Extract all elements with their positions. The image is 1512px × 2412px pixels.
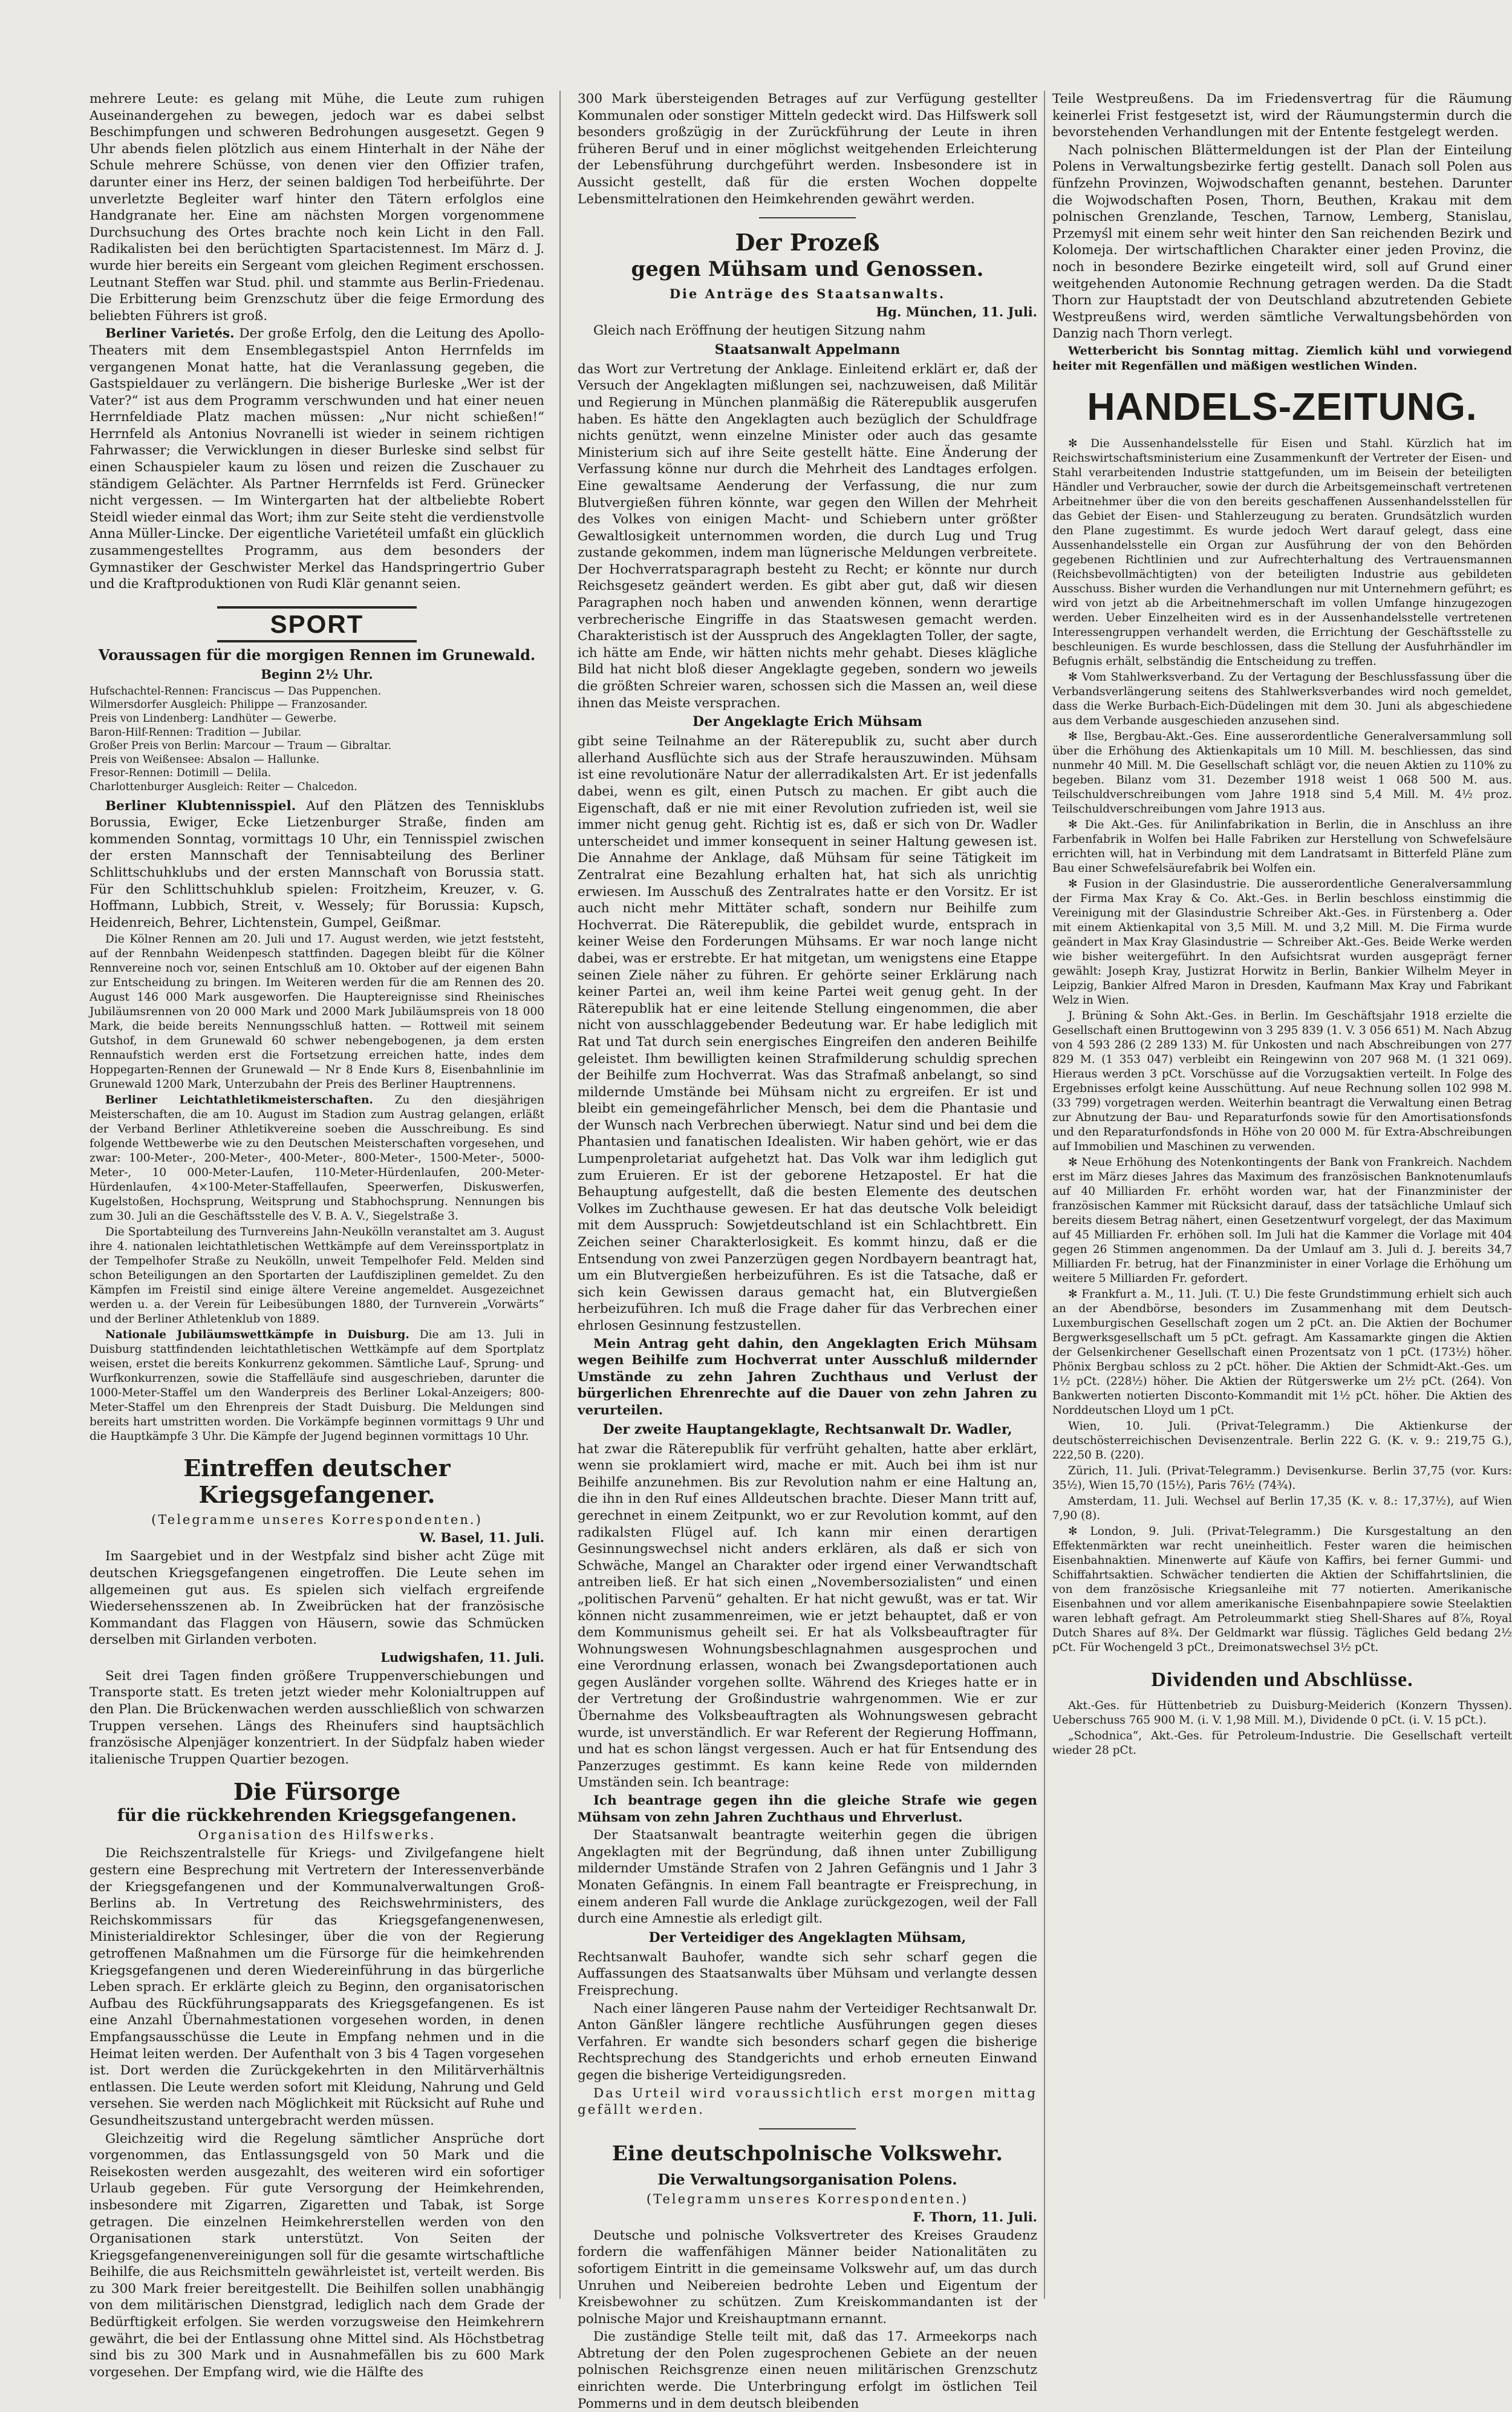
article-paragraph	[90, 1093, 544, 1224]
divider	[759, 217, 856, 218]
article-text: Die Reichszentralstelle für Kriegs- und Zivilgefangene hielt gestern eine Besprechung mit Vertretern der Interessenverbände der Kriegsgefangenen und der Kommunalverwaltungen Groß-Berlins ab. In Vertretung des Reichswehrministers, des Reichskommissars für das Kriegsgefangenenwesen, Ministerialdirektor Schlesinger, über die von der Regierung getroffenen Maßnahmen um die Fürsorge für die heimkehrenden Kriegsgefangenen und deren Wiedereinführung in das bürgerliche Leben sprach. Er erklärte gleich zu Beginn, den organisatorischen Aufbau des Rückführungsapparats des Kriegsgefangenen. Es ist eine Anzahl Übernahmestationen vorgesehen worden, in denen Empfangsausschüsse die Leute in Empfang nehmen und in die Heimat leiten werden. Der Aufenthalt von 3 bis 4 Tagen vorgesehen ist. Dort werden die Zurückgekehrten in den Militärverhältnis entlassen. Die Leute werden sofort mit Kleidung, Nahrung und Geld versehen. Sie werden nach Möglichkeit mit Rücksicht auf Ruhe und Gesundheitszustand untergebracht werden müssen.	[90, 1846, 544, 2128]
article-text: Gleichzeitig wird die Regelung sämtlicher Ansprüche dort vorgenommen, das Entlassungsgeld von 50 Mark und die Reisekosten werden ausgezahlt, des weiteren wird ein sofortiger Urlaub gegeben. Für gute Versorgung der Heimkehrenden, insbesondere mit Zigarren, Zigaretten und Tabak, ist Sorge getragen. Die einzelnen Heimkehrerstellen werden von den Organisationen stark unterstützt. Von Seiten der Kriegsgefangenenvereinigungen soll für die gesamte wirtschaftliche Beihilfe, die aus Reichsmitteln gewährleistet ist, verteilt werden. Bis zu 300 Mark freier bereitgestellt. Die Beihilfen sollen unabhängig von dem militärischen Dienstgrad, lediglich nach dem Grade der Bedürftigkeit erfolgen. Sie werden vorzugsweise den Heimkehrern gewährt, die bei der Entlassung ohne Mittel sind. Als Höchstbetrag sind bis zu 300 Mark und in Ausnahmefällen bis zu 600 Mark vorgesehen. Der Empfang wird, wie die Hälfte des	[90, 2131, 544, 2380]
article-text: Der große Erfolg, den die Leitung des Apollo-Theaters mit dem Ensemblegastspiel Anton Herrnfelds im vergangenen Monat hatte, hat die Veranlassung gegeben, die Gastspieldauer zu verlängern. Die bisherige Burleske „Wer ist der Vater?“ ist aus dem Programm verschwunden und hat einer neuen Herrnfeldiade Platz machen müssen: „Nur nicht schießen!“ Herrnfeld als Antonius Novranelli ist wieder in seinem richtigen Fahrwasser; die Verwicklungen in dieser Burleske sind selbst für einen Schauspieler kaum zu lösen und reizen die Zuschauer zu ständigem Gelächter. Als Partner Herrnfelds ist Ferd. Grünecker nicht vergessen. — Im Wintergarten hat der altbeliebte Robert Steidl wieder einmal das Wort; ihm zur Seite steht die verdienstvolle Anna Müller-Lincke. Der eigentliche Varietéteil umfaßt ein glücklich zusammengestelltes Programm, aus dem besonders der Gymnastiker der Geschwister Merkel das Handspringertrio Guber und die Kraftproduktionen von Rudi Klär genannt seien.	[90, 326, 544, 592]
headline: Eine deutschpolnische Volkswehr.	[611, 2141, 1003, 2166]
article-lead: Berliner Leichtathletikmeisterschaften.	[105, 1094, 373, 1107]
section-heading-dividends: Dividenden und Abschlüsse.	[1151, 1668, 1413, 1691]
article-text: Nach polnischen Blättermeldungen ist der Plan der Einteilung Polens in Verwaltungsbezirke fertig gestellt. Danach soll Polen aus fünfzehn Provinzen, Wojwodschaften genannt, bestehen. Darunter die Wojwodschaften Posen, Thorn, Beuthen, Krakau mit dem polnischen Grenzlande, Teschen, Tarnow, Lemberg, Stanislau, Przemyśl mit einem sehr weit hinter den San reichenden Bezirk und Kolomeja. Der wirtschaftlichen Charakter einer jeden Provinz, die noch in besondere Bezirke eingeteilt wird, soll auf Grund einer weitgehenden Autonomie Rechnung getragen werden. Da die Stadt Thorn zur Hauptstadt der von Deutschland abzutretenden Gebiete Westpreußens wird, werden sämtliche Verwaltungsbehörden von Danzig nach Thorn verlegt.	[1052, 142, 1512, 342]
article-text: Seit drei Tagen finden größere Truppenverschiebungen und Transporte statt. Es treten jetzt wieder mehr Kolonialtruppen auf den Plan. Die Brückenwachen werden ausschließlich von schwarzen Truppen versehen. Längs des Rheinufers sind hauptsächlich französische Alpenjäger konzentriert. In der Südpfalz haben wieder italienische Truppen Quartier bezogen.	[90, 1668, 544, 1767]
article-text: Die am 13. Juli in Duisburg stattfindenden leichtathletischen Wettkämpfe auf dem Sportplatz weisen, erstet die bereits Konkurrenz gekommen. Sämtliche Lauf-, Sprung- und Wurfkonkurrenzen, sowie die Staffelläufe sind ausgeschrieben, darunter die 1000-Meter-Staffel um den Wanderpreis des Berliner Lokal-Anzeigers; 800-Meter-Staffel um den Ehrenpreis der Stadt Duisburg. Die Meldungen sind bereits hart umstritten worden. Die Vorkämpfe beginnen vormittags 9 Uhr und die Hauptkämpfe 3 Uhr. Die Kämpfe der Jugend beginnen vormittags 10 Uhr.	[90, 1329, 544, 1443]
article-lead: Berliner Klubtennisspiel.	[105, 798, 296, 814]
race-subheading: Beginn 2½ Uhr.	[261, 666, 373, 682]
column-rule	[559, 91, 561, 2299]
article-text: Zu den diesjährigen Meisterschaften, die am 10. August im Stadion zum Austrag gelangen, erläßt der Verband Berliner Athletikvereine soeben die Ausschreibung. Es sind folgende Wettbewerbe wie zu den Deutschen Meisterschaften vorgesehen, und zwar: 100-Meter-, 200-Meter-, 400-Meter-, 800-Meter-, 1500-Meter-, 5000-Meter-, 10 000-Meter-Laufen, 110-Meter-Hürdenlaufen, 200-Meter-Hürdenlaufen, 4×100-Meter-Staffellaufen, Speerwerfen, Diskuswerfen, Kugelstoßen, Hochsprung, Weitsprung und Stabhochsprung. Nennungen bis zum 30. Juli an die Geschäftsstelle des V. B. A. V., Siegelstraße 3.	[90, 1094, 544, 1223]
list-item: Hufschachtel-Rennen: Franciscus — Das Puppenchen.	[90, 685, 382, 698]
article-text: J. Brüning & Sohn Akt.-Ges. in Berlin. Im Geschäftsjahr 1918 erzielte die Gesellschaft einen Bruttogewinn von 3 295 839 (1. V. 3 056 651) M. Nach Abzug von 4 593 286 (2 289 133) M. für Unkosten und nach Abschreibungen von 277 829 M. (1 353 047) verbleibt ein Reingewinn von 207 968 M. (1 321 069). Hieraus werden 3 pCt. Vorschüsse auf die Vorzugsaktien verteilt. In Folge des Ergebnisses erfolgt keine Ausschüttung. Auf neue Rechnung sollen 102 998 M. (33 799) vorgetragen werden. Weiterhin beantragt die Verwaltung einen Betrag zur Abnutzung der Bau- und Reparaturfonds sowie für den Amortisationsfonds und den Reparaturfondsfonds in Höhe von 20 000 M. für Extra-Abschreibungen auf Immobilien und Maschinen zu verwenden.	[1052, 1009, 1512, 1153]
subheading: Der zweite Hauptangeklagte, Rechtsanwalt Dr. Wadler,	[602, 1421, 1012, 1437]
article-text: gibt seine Teilnahme an der Räterepublik zu, sucht aber durch allerhand Ausflüchte sich aus der Strafe herauszuwinden. Mühsam ist eine revolutionäre Natur der allerradikalsten Art. Er ist jedenfalls dabei, wenn es gilt, einen Putsch zu machen. Er gibt auch die Eigenschaft, daß er nie mit einer Revolution zufrieden ist, weil sie immer nicht genug geht. Richtig ist es, daß er sich von Dr. Wadler unterscheidet und immer konsequent in seiner Haltung gewesen ist. Die Annahme der Anklage, daß Mühsam für seine Tätigkeit im Zentralrat eine Bezahlung erhalten hat, hat sich als unrichtig erwiesen. Im Ausschuß des Zentralrates hatte er den Vorsitz. Er ist auch nicht mehr Mittäter schaft, sondern nur Beihilfe zum Hochverrat. Die Räterepublik, die gebildet wurde, entsprach in keiner Weise den Forderungen Mühsams. Er war noch lange nicht dabei, was er erstrebte. Er hat mitgetan, um wenigstens eine Etappe seinen Ziele näher zu führen. Er gehörte seiner Erklärung nach keiner Partei an, weil ihm keine Partei weit genug geht. In der Räterepublik hat er eine leitende Stellung eingenommen, die aber nicht von ausschlaggebender Bedeutung war. Er habe lediglich mit Rat und Tat durch sein energisches Eingreifen den anderen Beihilfe geleistet. Ihm bewilligten keinen Strafmilderung schuldig sprechen der Beihilfe zum Hochverrat. Was das Strafmaß anbelangt, so sind mildernde Umstände bei Mühsam nicht zu ergreifen. Er ist und bleibt ein gemeingefährlicher Mensch, bei dem die Phantasie und der Wunsch nach Verbrechen überwiegt. Natur sind und bei dem die Phantasien und fanatischen Idealisten. Wir haben gehört, wie er das Lumpenproletariat aufgehetzt hat. Das Volk war ihm lediglich gut zum Eruieren. Er ist der geborene Hetzapostel. Er hat die Behauptung aufgestellt, daß die besten Elemente des deutschen Volkes im Zuchthause gewesen. Er hat das deutsche Volk beleidigt mit dem Ausspruch: Sowjetdeutschland ist ein Schlachtbrett. Ein Zeichen seiner Charakterlosigkeit. Es kommt hinzu, daß er die Entsendung von zwei Panzerzügen gegen Nordbayern beantragt hat, um ein Blutvergießen herbeizuführen. Es ist die Tatsache, daß er sich kein Gewissen daraus gemacht hat, ein Blutvergießen herbeizuführen. Ich muß die Frage daher für das Verbrechen einer ehrlosen Gesinnung festzustellen.	[578, 734, 1037, 1333]
list-item: Preis von Lindenberg: Landhüter — Gewerbe.	[90, 713, 337, 725]
article-text: ✻ Ilse, Bergbau-Akt.-Ges. Eine ausserordentliche Generalversammlung soll über die Erhöhung des Aktienkapitals um 10 Mill. M. beschliessen, das sind nunmehr 40 Mill. M. Die Gesellschaft schlägt vor, die neuen Aktien zu 110% zu begeben. Bilanz vom 31. Dezember 1918 weist 1 068 500 M. aus. Teilschuldverschreibungen vom Jahre 1918 sind 5,4 Mill. M. 4½ proz. Teilschuldverschreibungen vom Jahre 1913 aus.	[1052, 730, 1512, 815]
race-heading: Voraussagen für die morgigen Rennen im Grunewald.	[98, 645, 536, 664]
article-text: Zürich, 11. Juli. (Privat-Telegramm.) Devisenkurse. Berlin 37,75 (vor. Kurs: 35½), Wien 15,70 (15½), Paris 76½ (74¾).	[1052, 1464, 1512, 1492]
article-text: Mein Antrag geht dahin, den Angeklagten Erich Mühsam wegen Beihilfe zum Hochverrat unter Ausschluß mildernder Umstände zu zehn Jahren Zuchthaus und Verlust der bürgerlichen Ehrenrechte auf die Dauer von zehn Jahren zu verurteilen.	[578, 1336, 1037, 1418]
article-text: mehrere Leute: es gelang mit Mühe, die Leute zum ruhigen Auseinandergehen zu bewegen, jedoch war es dabei selbst Beschimpfungen und schweren Bedrohungen ausgesetzt. Gegen 9 Uhr abends fielen plötzlich aus einem Hinterhalt in der Nähe der Schule mehrere Schüsse, von denen vier den Offizier trafen, darunter einer ins Herz, der seinen baldigen Tod herbeiführte. Der unverletzte Begleiter warf hinter den Tätern erfolglos eine Handgranate her. Eine am nächsten Morgen vorgenommene Durchsuchung des Ortes brachte noch kein Licht in den Fall. Radikalisten bei den berüchtigten Spartacistennest. Im März d. J. wurde hier bereits ein Sergeant vom gleichen Regiment erschossen. Leutnant Steffen war Stud. phil. und stammte aus Berlin-Friedenau. Die Erbitterung beim Grenzschutz über die feige Ermordung des beliebten Führers ist groß.	[90, 91, 544, 324]
article-text: Gleich nach Eröffnung der heutigen Sitzung nahm	[593, 323, 926, 339]
subheading: Organisation des Hilfswerks.	[198, 1828, 436, 1843]
article-text: ✻ Die Akt.-Ges. für Anilinfabrikation in Berlin, die in Anschluss an ihre Farbenfabrik in Wolfen bei Halle Fabriken zur Herstellung von Schwefelsäure errichten will, hat in Verbindung mit dem Landratsamt in Bitterfeld Pläne zum Bau einer Schwefelsäurefabrik bei Wolfen ein.	[1052, 818, 1512, 875]
divider	[759, 2128, 856, 2129]
article-text: ✻ Neue Erhöhung des Notenkontingents der Bank von Frankreich. Nachdem erst im März dieses Jahres das Maximum des französischen Banknotenumlaufs auf 40 Milliarden Fr. erhöht worden war, hat der Finanzminister der französischen Kammer mit Rücksicht darauf, dass der tatsächliche Umlauf sich bereits diesem Betrag nähert, einen Gesetzentwurf vorgelegt, der das Maximum auf 45 Milliarden Fr. erhöhen soll. Im Juli hat die Kammer die Vorlage mit 404 gegen 26 Stimmen angenommen. Da der Umlauf am 3. Juli d. J. bereits 34,7 Milliarden Fr. betrug, hat der Finanzminister in einer Vorlage die Erhöhung um weitere 5 Milliarden Fr. gefordert.	[1052, 1155, 1512, 1285]
article-text: ✻ Vom Stahlwerksverband. Zu der Vertagung der Beschlussfassung über die Verbandsverlängerung seitens des Stahlwerksverbandes wird noch gemeldet, dass die Werke Burbach-Eich-Düdelingen mit dem 30. Juni als abgeschiedene aus dem Verbande ausgeschieden anzusehen sind.	[1052, 670, 1512, 727]
subheading: Der Verteidiger des Angeklagten Mühsam,	[648, 1929, 966, 1946]
list-item: Preis von Weißensee: Absalon — Hallunke.	[90, 753, 320, 766]
byline: (Telegramm unseres Korrespondenten.)	[646, 2191, 969, 2206]
article-text: Der Staatsanwalt beantragte weiterhin gegen die übrigen Angeklagten mit der Begründung, daß ihnen unter Zubilligung mildernder Umstände Strafen von 2 Jahren Gefängnis und 1 Jahr 3 Monaten Gefängnis. In einem Fall beantragte er Freisprechung, in einem anderen Fall wurde die Anklage zurückgezogen, weil der Fall durch eine Amnestie als erledigt gilt.	[578, 1828, 1037, 1927]
article-text: Auf den Plätzen des Tennisklubs Borussia, Ewiger, Ecke Lietzenburger Straße, finden am kommenden Sonntag, vormittags 10 Uhr, ein Tennisspiel zwischen der ersten Mannschaft der Tennisabteilung des Berliner Schlittschuhklubs und der ersten Mannschaft von Borussia statt. Für den Schlittschuhklub spielen: Froitzheim, Kreuzer, v. G. Hoffmann, Lubbich, Streit, v. Wessely; für Borussia: Kupsch, Heidenreich, Behrer, Lichtenstein, Gumpel, Geißmar.	[90, 798, 544, 930]
article-text: hat zwar die Räterepublik für verfrüht gehalten, hatte aber erklärt, wenn sie proklamiert wird, mache er mit. Auch bei ihm ist nur Beihilfe anzunehmen. Bis zur Revolution nahm er eine Haltung an, die ihn in den Ruf eines Alldeutschen brachte. Dieser Mann tritt auf, gerechnet in einem Zeitpunkt, wo er zur Revolution kommt, auf den radikalsten Flügel auf. Ich kann mir einen derartigen Gesinnungswechsel nicht anders erklären, als daß er sich von Schwäche, Mangel an Charakter oder irgend einer Verwandtschaft antreiben ließ. Er hat sich einen „Novembersozialisten“ und einen „politischen Parvenü“ gehalten. Er hat nicht gewußt, was er tat. Wir können nicht zusammenreimen, wie er jetzt behauptet, daß er von dem Kommunismus geheilt sei. Er hat als Volksbeauftragter für Wohnungswesen Wohnungsbeschlagnahmen ausgesprochen und eine Verordnung erlassen, wonach bei Zwangsdeportationen auch gegen Ausländer vorgehen sollte. Während des Krieges hatte er in der Vertretung der Großindustrie wahrgenommen. Wie er zur Übernahme des Volksbeauftragten als Wohnungswesen gebracht wurde, ist unverständlich. Er war Referent der Regierung Hoffmann, und hat es schon längst vergessen. Auch er hat für Entsendung des Panzerzuges gestimmt. Es kann keine Rede von mildernden Umständen sein. Ich beantrage:	[578, 1441, 1037, 1791]
section-heading-handelszeitung: HANDELS-ZEITUNG.	[1087, 384, 1478, 428]
subheading: Staatsanwalt Appelmann	[714, 341, 901, 358]
article-text: Im Saargebiet und in der Westpfalz sind bisher acht Züge mit deutschen Kriegsgefangenen eingetroffen. Die Leute sehen im allgemeinen gut aus. Es spielen sich vielfach ergreifende Wiedersehensszenen ab. In Zweibrücken hat der französische Kommandant das Flaggen von Häusern, sowie das Schmücken derselben mit Girlanden verboten.	[90, 1549, 544, 1648]
article-text: Rechtsanwalt Bauhofer, wandte sich sehr scharf gegen die Auffassungen des Staatsanwalts über Mühsam und verlangte dessen Freisprechung.	[578, 1949, 1037, 1998]
dateline: Hg. München, 11. Juli.	[876, 304, 1037, 320]
article-text: Teile Westpreußens. Da im Friedensvertrag für die Räumung keinerlei Frist festgesetzt ist, wird der Räumungstermin durch die bevorstehenden Verhandlungen mit der Entente festgelegt werden.	[1052, 91, 1512, 140]
article-paragraph	[90, 325, 544, 593]
article-text: Nach einer längeren Pause nahm der Verteidiger Rechtsanwalt Dr. Anton Gänßler längere rechtliche Ausführungen gegen dieses Verfahren. Er wandte sich besonders scharf gegen die bisherige Rechtsprechung des Standgerichts und erhob erneuten Einwand gegen die bisherige Verteidigungsreden.	[578, 2001, 1037, 2083]
article-paragraph	[90, 1328, 544, 1444]
headline: Die Fürsorge	[233, 1778, 401, 1806]
article-text: Das Urteil wird voraussichtlich erst morgen mittag gefällt werden.	[578, 2085, 1037, 2118]
headline-line-2: gegen Mühsam und Genossen.	[631, 257, 984, 282]
byline: (Telegramme unseres Korrespondenten.)	[151, 1512, 483, 1528]
headline: Eintreffen deutscher Kriegsgefangener.	[183, 1454, 451, 1509]
sport-section-heading: SPORT	[217, 606, 417, 642]
article-lead: Berliner Varietés.	[105, 326, 235, 342]
weather-report: Wetterbericht bis Sonntag mittag. Ziemlich kühl und vorwiegend heiter mit Regenfällen und mäßigen westlichen Winden.	[1052, 344, 1512, 373]
list-item: Wilmersdorfer Ausgleich: Philippe — Franzosander.	[90, 699, 368, 711]
article-text: ✻ Frankfurt a. M., 11. Juli. (T. U.) Die feste Grundstimmung erhielt sich auch an der Abendbörse, besonders im Zusammenhang mit dem Deutsch-Luxemburgischen Gesellschaft zogen um 2 pCt. an. Die Aktien der Bochumer Bergwerksgesellschaft um 5 pCt. gefragt. Am Kassamarkte gingen die Aktien der Gelsenkirchener Gesellschaft einen Prozentsatz von 1 pCt. (173½) höher. Phönix Bergbau schloss zu 2 pCt. höher. Die Aktien der Schmidt-Akt.-Ges. um 1½ pCt. (228½) höher. Die Aktien der Rütgerswerke um 2½ pCt. (264). Von Bankwerten notierten Disconto-Kommandit mit 1½ pCt. höher. Die Aktien des Norddeutschen Lloyd um 1 pCt.	[1052, 1287, 1512, 1417]
dateline: W. Basel, 11. Juli.	[419, 1530, 544, 1546]
subheading: Die Verwaltungsorganisation Polens.	[657, 2170, 957, 2188]
article-text: Deutsche und polnische Volksvertreter des Kreises Graudenz fordern die waffenfähigen Männer beider Nationalitäten zu sofortigem Eintritt in die gemeinsame Volkswehr auf, um das durch Unruhen und Neibereien bedrohte Leben und Eigentum der Kreisbewohner zu schützen. Zum Kreiskommandanten ist der polnische Major und Kreishauptmann ernannt.	[578, 2227, 1037, 2327]
column-3	[1052, 91, 1512, 2299]
article-text: Akt.-Ges. für Hüttenbetrieb zu Duisburg-Meiderich (Konzern Thyssen). Ueberschuss 765 900 M. (i. V. 1,98 Mill. M.), Dividende 0 pCt. (i. V. 15 pCt.).	[1052, 1699, 1512, 1727]
list-item: Fresor-Rennen: Dotimill — Delila.	[90, 767, 272, 780]
dateline: Ludwigshafen, 11. Juli.	[380, 1649, 544, 1665]
column-2	[578, 91, 1037, 2411]
article-text: Die Kölner Rennen am 20. Juli und 17. August werden, wie jetzt feststeht, auf der Rennbahn Weidenpesch stattfinden. Dagegen bleibt für die Kölner Rennvereine noch vor, seinen Entschluß am 10. Oktober auf der eigenen Bahn zur Entscheidung zu bringen. Im Weiteren werden für die am Rennen des 20. August 146 000 Mark ausgeworfen. Die Hauptereignisse sind Rheinisches Jubiläumsrennen von 20 000 Mark und 2000 Mark Jubiläumspreis von 18 000 Mark, die beide bereits Nennungsschluß hatten. — Rottweil mit seinem Gutshof, in dem Grunewald 60 schwer nebengebogenen, ja dem ersten Rennaufstich werden erst die Fortsetzung erreichen hatte, indes dem Hoppegarten-Rennen der Grunewald — Nr 8 Ende Kurs 8, Eisenbahnlinie im Grunewald 1200 Mark, Unterzubahn der Preis des Berliner Hauptrennens.	[90, 933, 544, 1091]
subheading: Die Anträge des Staatsanwalts.	[669, 286, 946, 302]
article-text: Amsterdam, 11. Juli. Wechsel auf Berlin 17,35 (K. v. 8.: 17,37½), auf Wien 7,90 (8).	[1052, 1494, 1512, 1522]
subheading: Der Angeklagte Erich Mühsam	[692, 714, 922, 730]
article-text: das Wort zur Vertretung der Anklage. Einleitend erklärt er, daß der Versuch der Angeklagten mißlungen sei, nachzuweisen, daß Militär und Regierung in München planmäßig die Räterepublik ausgerufen haben. Es hätte den Angeklagten auch bezüglich der Schuldfrage nichts genützt, wenn einzelne Minister oder auch das gesamte Ministerium sich auf ihre Seite gestellt hätte. Eine Änderung der Verfassung könne nur durch die Mehrheit des Landtages erfolgen. Eine gewaltsame Aenderung der Verfassung, die nur zum Blutvergießen führen könnte, war gegen den Willen der Mehrheit des Volkes von einigen Macht- und Schiebern unter größter Gewaltlosigkeit unternommen worden, die durch Lug und Trug zustande gekommen, indem man lügnerische Meldungen verbreitete. Der Hochverratsparagraph besteht zu Recht; er könnte nur durch Reichsgesetz geändert werden. Es gibt aber gut, daß wir diesen Paragraphen noch haben und anwenden können, wenn derartige verbrecherische Eingriffe in das Staatswesen gemacht werden. Charakteristisch ist der Ausspruch des Angeklagten Toller, der sagte, ich hätte am Ende, wir hätten nichts mehr gehabt. Dieses klägliche Bild hat nicht bloß dieser Angeklagte gegeben, sondern wo jeweils die größten Schreier waren, schossen sich die Massen an, weil diese ihnen das Meiste versprachen.	[578, 361, 1037, 711]
column-1	[90, 91, 544, 2380]
article-text: „Schodnica“, Akt.-Ges. für Petroleum-Industrie. Die Gesellschaft verteilt wieder 28 pCt.	[1052, 1729, 1512, 1757]
list-item: Großer Preis von Berlin: Marcour — Traum — Gibraltar.	[90, 740, 392, 753]
article-text: Die zuständige Stelle teilt mit, daß das 17. Armeekorps nach Abtretung der den Polen zugesprochenen Gebiete an der neuen polnischen Reichsgrenze einen neuen militärischen Grenzschutz einrichten werde. Die Unterbringung erfolgt im östlichen Teil Pommerns und in dem deutsch bleibenden	[578, 2329, 1037, 2411]
article-text: ✻ London, 9. Juli. (Privat-Telegramm.) Die Kursgestaltung an den Effektenmärkten war recht uneinheitlich. Fester waren die heimischen Eisenbahnaktien. Minenwerte auf Käufe von Kaffirs, bei ferner Gummi- und Schiffahrtsaktien. Schwächer tendierten die Aktien der Schiffahrtslinien, die von dem französische Kriegsanleihe mit 77 notierten. Amerikanische Eisenbahnen und vor allem amerikanische Eisenbahnpapiere sowie Steelaktien waren lebhaft gefragt. Am Petroleummarkt stieg Shell-Shares auf 8⅞, Royal Dutch Shares auf 8¾. Der Geldmarkt war flüssig. Tägliches Geld bedang 2½ pCt. Für Wochengeld 3 pCt., Dreimonatswechsel 3½ pCt.	[1052, 1525, 1512, 1654]
article-paragraph	[90, 798, 544, 932]
list-item: Baron-Hilf-Rennen: Tradition — Jubilar.	[90, 726, 302, 739]
dateline: F. Thorn, 11. Juli.	[913, 2209, 1037, 2224]
article-text: Wien, 10. Juli. (Privat-Telegramm.) Die Aktienkurse der deutschösterreichischen Devisenzentrale. Berlin 222 G. (K. v. 9.: 219,75 G.), 222,50 B. (220).	[1052, 1419, 1512, 1462]
article-text: ✻ Die Aussenhandelsstelle für Eisen und Stahl. Kürzlich hat im Reichswirtschaftsministerium eine Zusammenkunft der Vertreter der Eisen- und Stahl verarbeitenden Industrie stattgefunden, um im Beisein der beteiligten Händler und Verbraucher, sowie der durch die Arbeitsgemeinschaft vertretenen Arbeitnehmer über die von den bereits geschaffenen Aussenhandelsstellen für das Gebiet der Eisen- und Stahlerzeugung zu beraten. Grundsätzlich wurden den Plane zugestimmt. Es wurde jedoch Wert darauf gelegt, dass eine Aussenhandelsstelle ein Organ zur Ausführung der von den Behörden gegebenen Richtlinien und zur Aufrechterhaltung des Vertrauensmannen (Reichsbevollmächtigten) von der beteiligten Industrie aus gebildeten Ausschuss. Bisher wurden die Verhandlungen nur mit Unternehmern geführt; es wird von jetzt ab die Arbeitnehmerschaft im vollen Umfange hinzugezogen werden. Ueber Einzelheiten wird es in der Aussenhandelsstelle vertretenen Interessengruppen verhandelt werden, die Errichtung der Geschäftsstelle zu beschleunigen. Es wurde beschlossen, dass die Stellung der Ausfuhrhändler im Befugnis erhält, selbständig die Entscheidung zu treffen.	[1052, 437, 1512, 668]
headline: Der Prozeß	[735, 229, 880, 257]
race-list	[90, 685, 544, 794]
list-item: Charlottenburger Ausgleich: Reiter — Chalcedon.	[90, 780, 357, 793]
article-text: ✻ Fusion in der Glasindustrie. Die ausserordentliche Generalversammlung der Firma Max Kray & Co. Akt.-Ges. in Berlin beschloss einstimmig die Vereinigung mit der Glasindustrie Schreiber Akt.-Ges. in Fürstenberg a. Oder mit einem Aktienkapital von 3,5 Mill. M. und 3,2 Mill. M. Die Firma wurde geändert in Max Kray Glasindustrie — Schreiber Akt.-Ges. Beide Werke werden wie bisher weitergeführt. In den Aufsichtsrat wurden ausgeprägt ferner gewählt: Joseph Kray, Justizrat Horwitz in Berlin, Bankier Wilhelm Meyer in Leipzig, Bankier Alfred Maron in Dresden, Kaufmann Max Kray und Fabrikant Welz in Wien.	[1052, 877, 1512, 1007]
article-lead: Nationale Jubiläumswettkämpfe in Duisburg.	[105, 1329, 409, 1342]
headline-line-2: für die rückkehrenden Kriegsgefangenen.	[117, 1805, 517, 1826]
column-rule	[1044, 91, 1045, 2299]
article-text: Ich beantrage gegen ihn die gleiche Strafe wie gegen Mühsam von zehn Jahren Zuchthaus und Ehrverlust.	[578, 1793, 1037, 1825]
article-text: Die Sportabteilung des Turnvereins Jahn-Neukölln veranstaltet am 3. August ihre 4. nationalen leichtathletischen Wettkämpfe auf dem Vereinssportplatz in der Tempelhofer Straße zu Neukölln, unweit Tempelhofer Feld. Melden sind schon Beteiligungen an den Sportarten der Laufdisziplinen gemeldet. Zu den Kämpfen im Freistil sind einige ältere Vereine angemeldet. Ausgezeichnet werden u. a. der Verein für Leibesübungen 1880, der Turnverein „Vorwärts“ und der Berliner Athletenklub von 1889.	[90, 1226, 544, 1326]
article-text: 300 Mark übersteigenden Betrages auf zur Verfügung gestellter Kommunalen oder sonstiger Mitteln gedeckt wird. Das Hilfswerk soll besonders großzügig in der Zurückführung der Leute in ihren früheren Beruf und in einer möglichst weitgehenden Erleichterung der Lebensführung durchgeführt werden. Insbesondere ist in Aussicht gestellt, daß für die ersten Wochen doppelte Lebensmittelrationen den Heimkehrenden gewährt werden.	[578, 91, 1037, 207]
